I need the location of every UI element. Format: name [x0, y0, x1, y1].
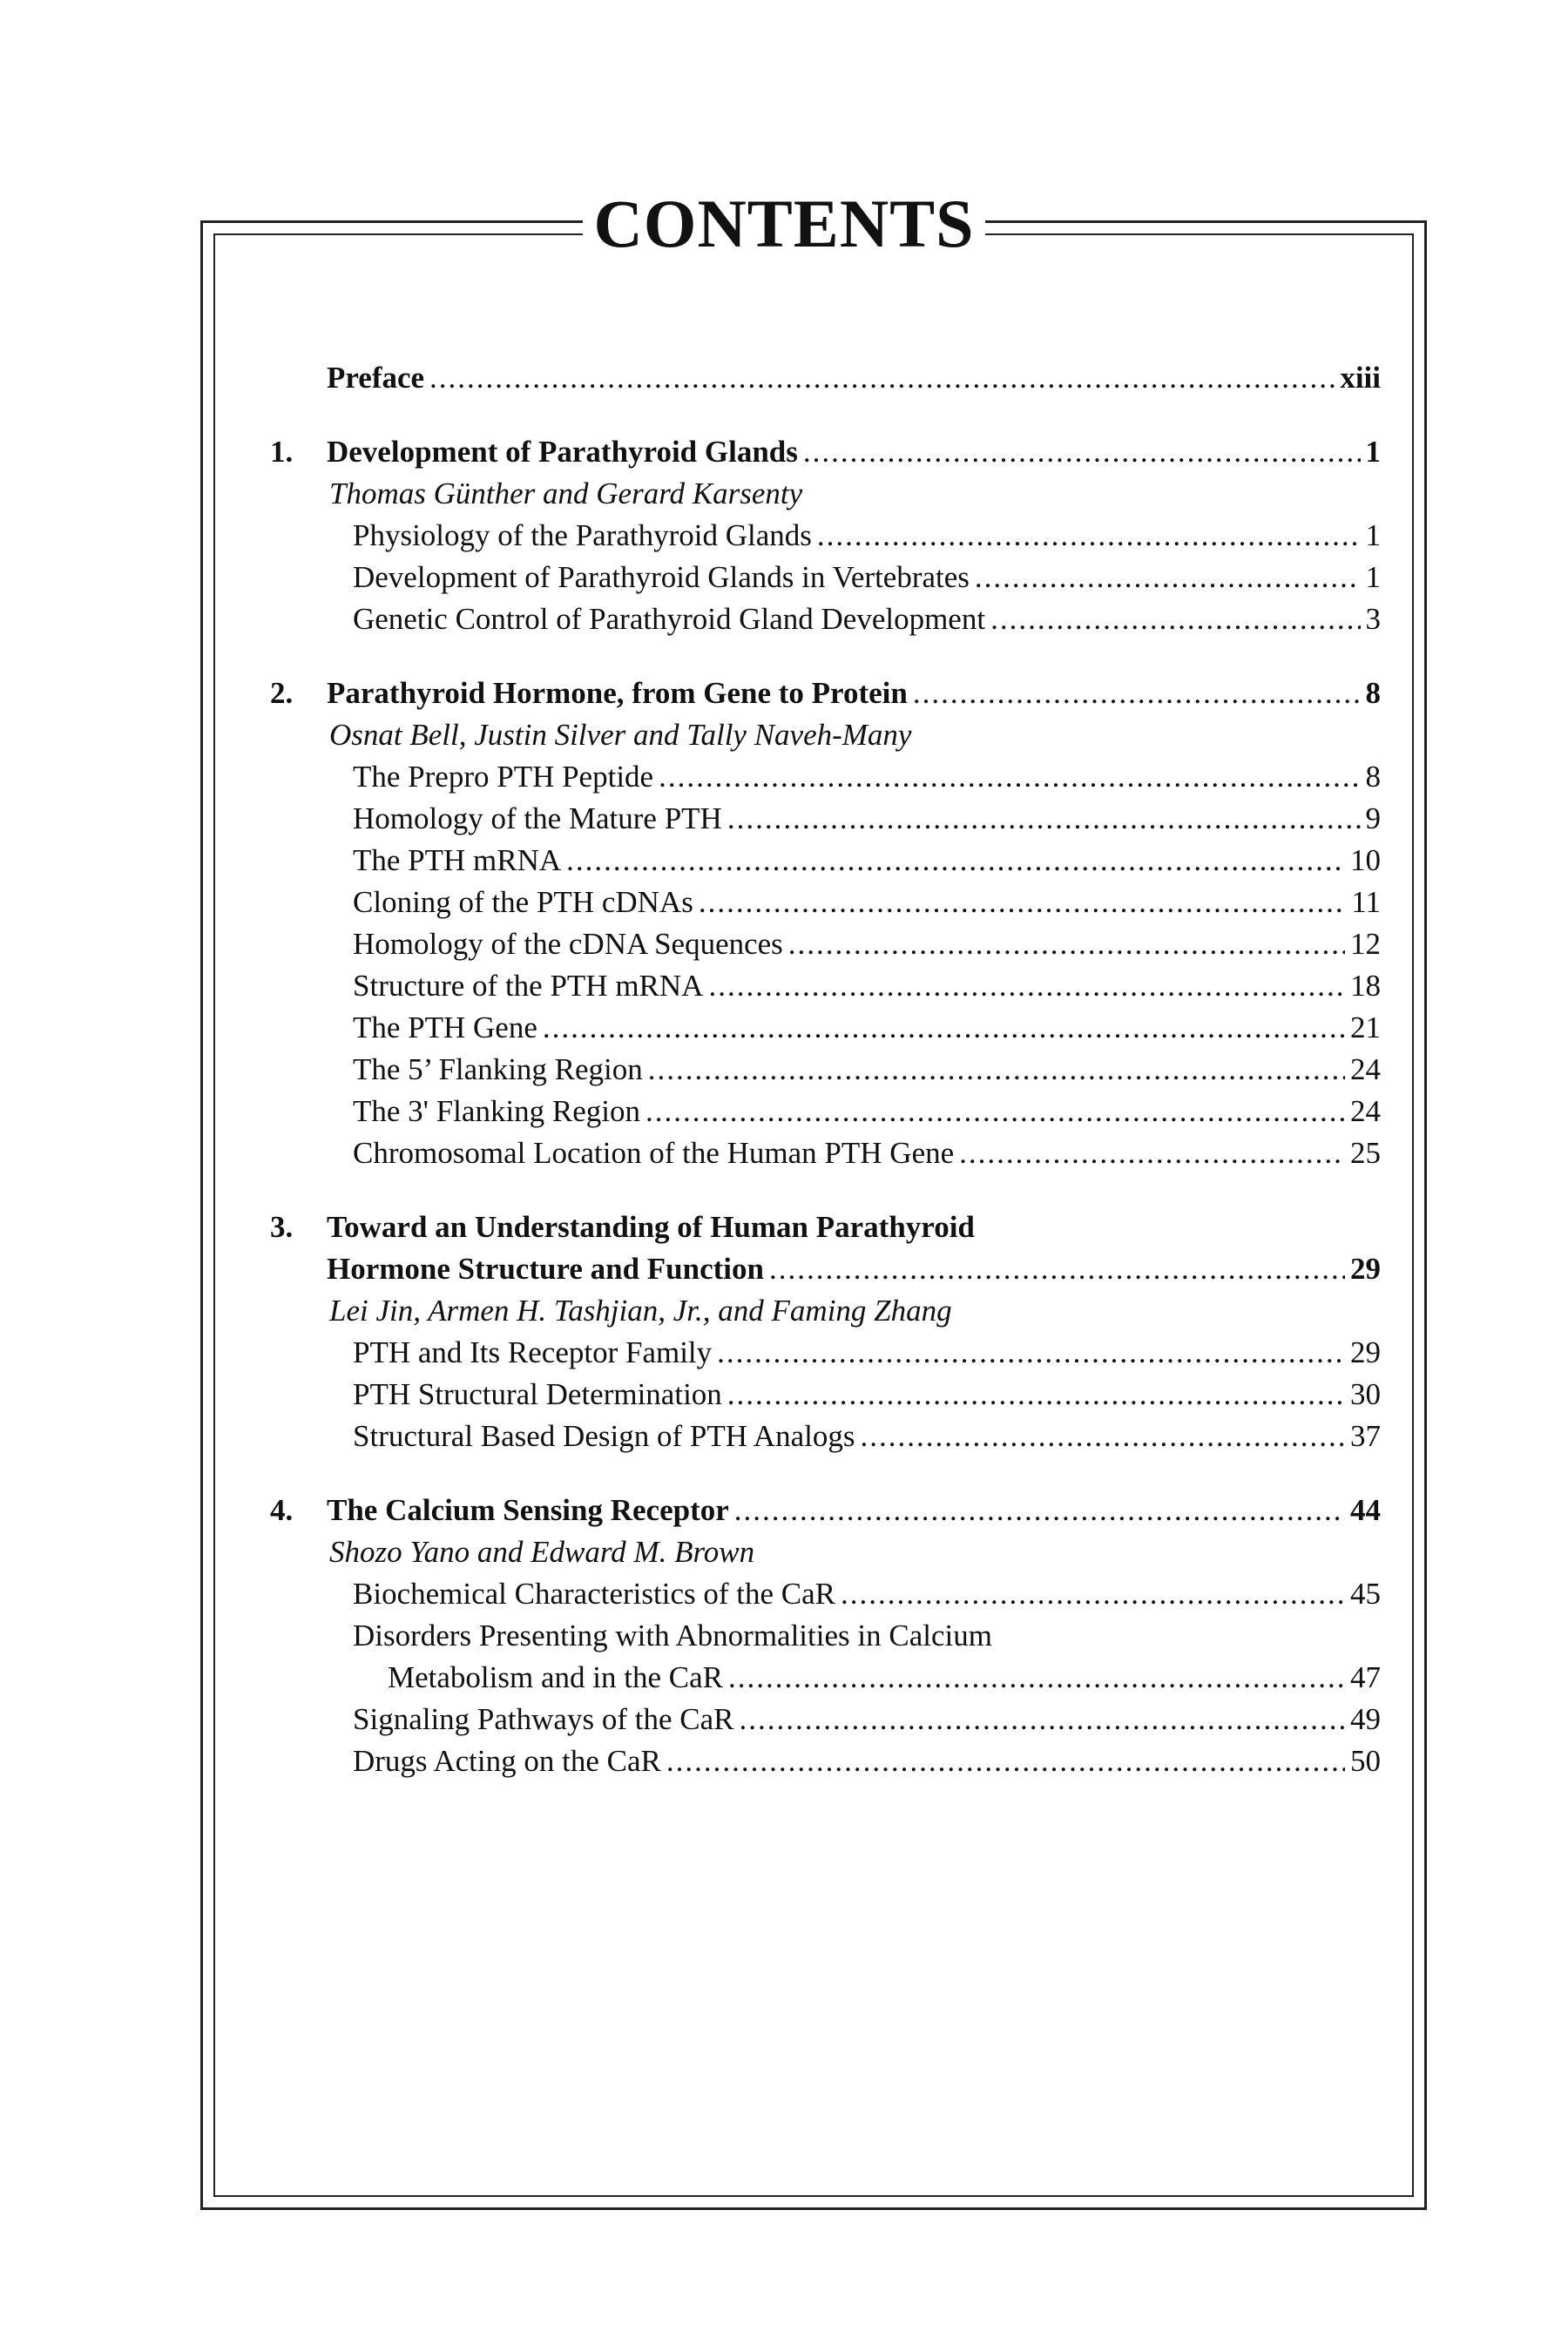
- toc-section[interactable]: [270, 798, 1381, 840]
- dot-leader: [708, 965, 1345, 1007]
- toc-section[interactable]: [270, 1332, 1381, 1374]
- page-title: [0, 185, 1568, 263]
- toc-section[interactable]: [270, 1374, 1381, 1416]
- chapter-authors: Shozo Yano and Edward M. Brown: [329, 1535, 755, 1569]
- toc-section[interactable]: [270, 882, 1381, 923]
- toc-chapter-3[interactable]: [270, 1206, 1381, 1248]
- dot-leader: [860, 1416, 1345, 1457]
- toc-section[interactable]: [270, 1007, 1381, 1049]
- section-title: Structure of the PTH mRNA: [353, 969, 704, 1003]
- section-page: 37: [1350, 1419, 1381, 1453]
- dot-leader: [788, 923, 1345, 965]
- dot-leader: [769, 1248, 1345, 1290]
- dot-leader: [728, 1657, 1345, 1699]
- section-page: 47: [1350, 1660, 1381, 1694]
- toc-section[interactable]: [270, 1132, 1381, 1174]
- toc-chapter-3-continued[interactable]: [270, 1248, 1381, 1290]
- spacer: [270, 1174, 1381, 1206]
- toc-section[interactable]: [270, 1416, 1381, 1457]
- dot-leader: [543, 1007, 1345, 1049]
- section-title: PTH and Its Receptor Family: [353, 1335, 713, 1369]
- section-page: 12: [1350, 927, 1381, 961]
- toc-section[interactable]: [270, 515, 1381, 557]
- dot-leader: [645, 1091, 1345, 1132]
- dot-leader: [566, 840, 1345, 882]
- toc-section[interactable]: [270, 1699, 1381, 1740]
- section-title: Genetic Control of Parathyroid Gland Development: [353, 602, 986, 636]
- toc-entry-label: Preface: [327, 361, 425, 395]
- chapter-authors: Thomas Günther and Gerard Karsenty: [329, 476, 803, 510]
- chapter-number: 3.: [270, 1210, 294, 1244]
- section-page: 29: [1350, 1335, 1381, 1369]
- toc-section[interactable]: [270, 965, 1381, 1007]
- chapter-page: 29: [1350, 1252, 1381, 1286]
- section-title: Signaling Pathways of the CaR: [353, 1702, 734, 1736]
- toc-section[interactable]: [270, 1615, 1381, 1657]
- chapter-page: 44: [1350, 1493, 1381, 1527]
- section-title: The PTH Gene: [353, 1010, 537, 1044]
- section-page: 8: [1365, 760, 1381, 794]
- toc-chapter-1[interactable]: [270, 431, 1381, 473]
- dot-leader: [727, 798, 1361, 840]
- toc-section[interactable]: [270, 1740, 1381, 1782]
- section-title: Chromosomal Location of the Human PTH Gene: [353, 1136, 955, 1170]
- section-title: The 3' Flanking Region: [353, 1094, 641, 1128]
- toc-section[interactable]: [270, 1091, 1381, 1132]
- page-title-text: CONTENTS: [583, 186, 984, 261]
- chapter-authors: Lei Jin, Armen H. Tashjian, Jr., and Faming Zhang: [329, 1294, 952, 1328]
- chapter-title: Development of Parathyroid Glands: [327, 435, 798, 469]
- dot-leader: [429, 357, 1335, 399]
- chapter-title: Parathyroid Hormone, from Gene to Protein: [327, 676, 908, 710]
- dot-leader: [648, 1049, 1345, 1091]
- table-of-contents: [270, 357, 1381, 1782]
- dot-leader: [817, 515, 1361, 557]
- section-title: Cloning of the PTH cDNAs: [353, 885, 693, 919]
- chapter-title-line1: Toward an Understanding of Human Parathyroid: [327, 1210, 975, 1244]
- toc-entry-preface[interactable]: [270, 357, 1381, 399]
- dot-leader: [803, 431, 1361, 473]
- dot-leader: [959, 1132, 1345, 1174]
- toc-section[interactable]: [270, 1049, 1381, 1091]
- toc-section[interactable]: [270, 840, 1381, 882]
- chapter-page: 8: [1365, 676, 1381, 710]
- section-page: 24: [1350, 1052, 1381, 1086]
- section-title-line2: Metabolism and in the CaR: [388, 1660, 723, 1694]
- section-title: Homology of the Mature PTH: [353, 801, 722, 835]
- section-page: 1: [1365, 560, 1381, 594]
- spacer: [270, 399, 1381, 431]
- chapter-number: 1.: [270, 435, 294, 469]
- spacer: [270, 640, 1381, 672]
- dot-leader: [913, 672, 1361, 714]
- section-title: Homology of the cDNA Sequences: [353, 927, 783, 961]
- toc-chapter-2[interactable]: [270, 672, 1381, 714]
- toc-section[interactable]: [270, 1573, 1381, 1615]
- section-page: 45: [1350, 1577, 1381, 1611]
- section-page: 49: [1350, 1702, 1381, 1736]
- chapter-number: 4.: [270, 1493, 294, 1527]
- dot-leader: [739, 1699, 1345, 1740]
- section-title: PTH Structural Determination: [353, 1377, 722, 1411]
- section-title: The PTH mRNA: [353, 843, 562, 877]
- toc-section[interactable]: [270, 557, 1381, 598]
- chapter-authors: Osnat Bell, Justin Silver and Tally Naveh-Many: [329, 718, 912, 752]
- dot-leader: [659, 756, 1360, 798]
- section-title-line1: Disorders Presenting with Abnormalities in Calcium: [353, 1619, 992, 1652]
- section-title: Development of Parathyroid Glands in Vertebrates: [353, 560, 970, 594]
- dot-leader: [975, 557, 1361, 598]
- chapter-title: The Calcium Sensing Receptor: [327, 1493, 729, 1527]
- section-page: 18: [1350, 969, 1381, 1003]
- section-title: Structural Based Design of PTH Analogs: [353, 1419, 855, 1453]
- section-page: 30: [1350, 1377, 1381, 1411]
- toc-section-continued[interactable]: [270, 1657, 1381, 1699]
- section-title: Physiology of the Parathyroid Glands: [353, 518, 812, 552]
- chapter-page: 1: [1365, 435, 1381, 469]
- section-page: 50: [1350, 1744, 1381, 1778]
- dot-leader: [666, 1740, 1345, 1782]
- dot-leader: [699, 882, 1346, 923]
- dot-leader: [717, 1332, 1345, 1374]
- section-page: 1: [1365, 518, 1381, 552]
- dot-leader: [727, 1374, 1345, 1416]
- section-page: 11: [1351, 885, 1381, 919]
- chapter-number: 2.: [270, 676, 294, 710]
- section-title: Drugs Acting on the CaR: [353, 1744, 661, 1778]
- chapter-title-line2: Hormone Structure and Function: [327, 1252, 764, 1286]
- section-title: The Prepro PTH Peptide: [353, 760, 654, 794]
- section-title: The 5’ Flanking Region: [353, 1052, 643, 1086]
- section-page: 3: [1365, 602, 1381, 636]
- toc-entry-page: xiii: [1340, 361, 1381, 395]
- toc-section[interactable]: [270, 598, 1381, 640]
- section-page: 25: [1350, 1136, 1381, 1170]
- toc-chapter-4[interactable]: [270, 1490, 1381, 1531]
- section-page: 9: [1365, 801, 1381, 835]
- dot-leader: [990, 598, 1360, 640]
- section-page: 21: [1350, 1010, 1381, 1044]
- dot-leader: [734, 1490, 1345, 1531]
- spacer: [270, 1457, 1381, 1490]
- section-title: Biochemical Characteristics of the CaR: [353, 1577, 835, 1611]
- section-page: 24: [1350, 1094, 1381, 1128]
- toc-section[interactable]: [270, 756, 1381, 798]
- toc-section[interactable]: [270, 923, 1381, 965]
- section-page: 10: [1350, 843, 1381, 877]
- dot-leader: [841, 1573, 1345, 1615]
